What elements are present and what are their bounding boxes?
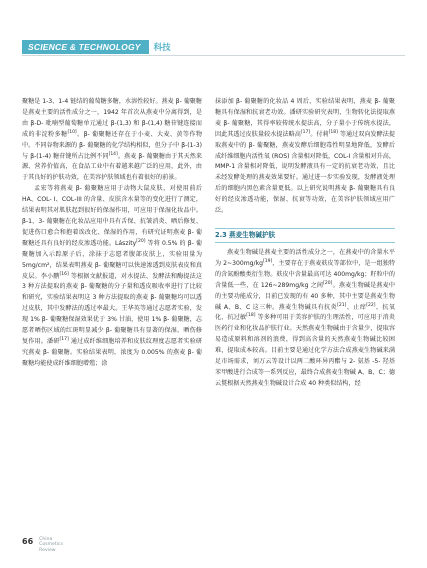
section-header <box>22 40 171 54</box>
page-number: 66 <box>22 537 34 546</box>
right-column <box>215 97 395 390</box>
section-tag-english: SCIENCE & TECHNOLOGY <box>22 40 149 54</box>
right-paragraph-2: 燕麦生物碱是燕麦主要的活性成分之一，在燕麦中的含量水平为 2~300mg/kg[19]，主要存在于燕麦麸皮等部位中，是一组独特的含氮酚酸类衍生物。麸皮中含量最高可达 400mg/kg；籽粒中的含量低一些，在 126~289mg/kg 之间[20]。燕麦生物碱是燕麦中的主要功能成分，目前已发现的有 40 多种，其中主要是燕麦生物碱 A、B、C 这三种。燕麦生物碱具有抗炎[21]、止痒[22]、抗氧化、抗过敏[18] 等多种可用于美容护肤的生理活性，可应用于消炎医药行业和化妆品护肤行业。天然燕麦生物碱由于含量少，提取容易造成原料和溶剂的浪费，得到高含量的天然燕麦生物碱比较困难，提取成本较高。目前主要是通过化学方法合成燕麦生物碱来满足市场需求，刘万云等设计以两二酸环异丙酯与 2- 氨基 -5- 羟基苯甲酸进行合成等一系列反应，最终合成燕麦生物碱 A、B、C；德云鬘根据天然燕麦生物碱设计合成 40 种类似结构，经 <box>215 248 396 387</box>
left-paragraph-2: 孟宏等将燕麦 β- 葡聚糖应用于动物大鼠皮肤，对使用前后 HA、COL- I、COL-III 的含量、皮肤含水量等的变化进行了测定，结果表明其对肌肤起到很好的保湿作用，可应用于保湿化妆品中。β-1，3- 葡聚糖在化妆品应用中具有舌保、抗皱消炎、晒后修复、促进伤口愈合和抱着诶改化、保湿的作用，有研究证明燕麦 β- 葡聚糖还具有良好的经皮渗透功能。Lászity[20] 等将 0.5% 的 β- 葡聚糖加入示踪原子后，涂抹于志愿者腹部皮肤上，实验用量为 5mg/cm²，结果表明燕麦 β- 葡聚糖可以快速渗透到皮肤表皮和真皮层。李小鹏[16] 等根据文献报道，对水提法、发酵法和酶提法这 3 种方法提取的燕麦 β- 葡聚糖的分子量和透皮吸收率进行了比较和研究，实验结果表明这 3 种方法提取的燕麦 β- 葡聚糖均可以透过皮肤，其中发酵法的透过率最大。王华英等通过志愿者实验，发现 1% β- 葡聚糖保湿效果优于 3% 甘油，使用 1% β- 葡聚糖，志愿者晒伤区域的红斑明显减少 β- 葡聚糖具有显著的保湿、晒伤修复作用。潘研[17] 通过成纤维细胞培养和皮肤纹理度志愿者实验研究燕麦 β- 葡聚糖。实验结果表明，浓度为 0.005% 的燕麦 β- 葡聚糖均能使成纤维细胞增殖；涂 <box>22 185 203 367</box>
header-divider <box>22 55 405 56</box>
left-column <box>22 97 202 370</box>
section-tag-chinese: 科技 <box>153 43 171 53</box>
right-paragraph-1: 抹添加 β- 葡聚糖的化妆品 4 周后，实验结果表明，燕麦 β- 葡聚糖具有保湿和抗衰老功效。潘研实验研究表明，生物转化法提取燕麦 β- 葡聚糖，其得率较传统水提法高，分子量小于传统水提法，因此其透过皮肤量较水提法略高[17]。付莉[18] 等通过双向发酵法提取燕麦中的 β- 葡聚糖，燕麦发酵后细胞毒性明显地降低，发酵后成纤维细胞内活性氧 (ROS) 含量相对降低，COL-I 含量相对升高，MMP-1 含量相对降低，说明发酵液具有一定的抗衰老功效，且比未经发酵处理的燕麦效果要好。通过进一步实验发现，发酵液处理后的细胞内黑色素含量更低。以上研究说明燕麦 β- 葡聚糖具有良好的经皮渗透功能，保湿、抗衰等功效，在美容护肤领域应用广泛。 <box>215 98 396 215</box>
left-paragraph-1: 聚糖是 1-3、1-4 链结的葡萄糖多糖，水溶性较好。燕麦 β- 葡聚糖是燕麦主要的活性成分之一，1942 年首次从燕麦中分离得到，是由 β-D- 吡喃型葡萄糖单元通过 β-(1,3) 和 β-(1,4) 糖苷键连接而成的非淀粉多糖[10]。β- 葡聚糖还存在于小麦、大麦、黄等作物中。不同谷物来源的 β- 葡聚糖的化学结构相似，但分子中 β-(1-3) 与 β-(1-4) 糖苷键所占比例不同[14]。燕麦 β- 葡聚糖由于其天然来源、营养价值高，在食品工业中有着越来越广泛的应用，此外，由于其良好的护肤功效，在美容护肤领域也有着很好的前景。 <box>22 98 203 182</box>
section-heading: 2.3 燕麦生物碱护肤 <box>215 228 395 243</box>
journal-name: China Cosmetics Review <box>39 537 63 553</box>
page-footer <box>22 537 63 553</box>
